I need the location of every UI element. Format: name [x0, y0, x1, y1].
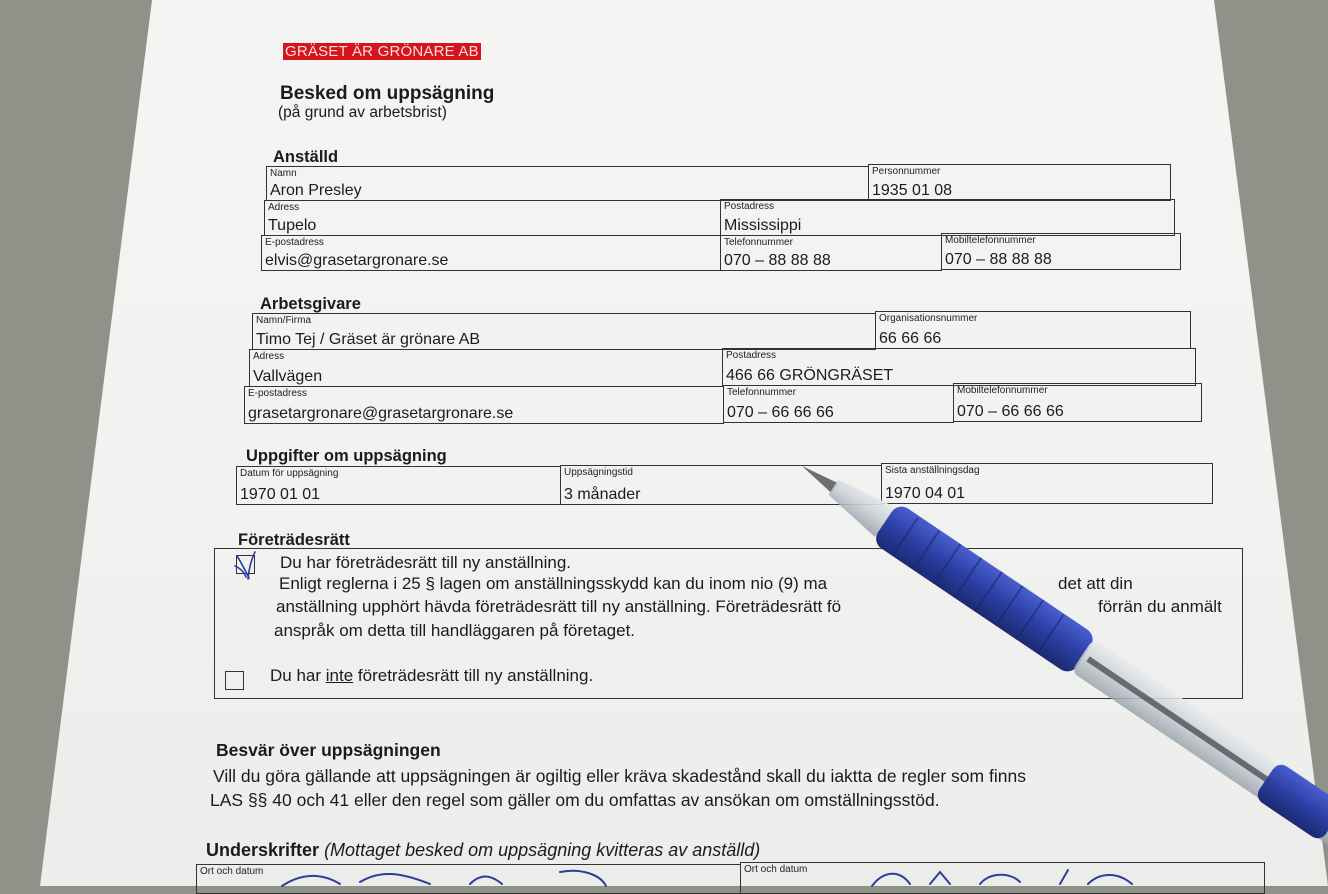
priority-yes-label: Du har företrädesrätt till ny anställning. — [280, 553, 572, 572]
priority-heading: Företrädesrätt — [238, 531, 350, 549]
field-value: 466 66 GRÖNGRÄSET — [726, 367, 894, 384]
document-subtitle: (på grund av arbetsbrist) — [278, 104, 447, 121]
field-value: Mississippi — [724, 217, 802, 234]
priority-no-label-post: företrädesrätt till ny anställning. — [353, 666, 594, 685]
field-label: Postadress — [726, 350, 777, 361]
field-value: 070 – 66 66 66 — [727, 404, 834, 421]
field-label: Mobiltelefonnummer — [945, 235, 1036, 246]
document-title: Besked om uppsägning — [280, 83, 495, 104]
appeal-heading: Besvär över uppsägningen — [216, 740, 441, 760]
employee-heading: Anställd — [273, 148, 339, 166]
field-label: Organisationsnummer — [879, 313, 978, 324]
field-value: 070 – 88 88 88 — [945, 251, 1052, 268]
field-value: grasetargronare@grasetargronare.se — [248, 405, 514, 422]
appeal-text-line1: Vill du göra gällande att uppsägningen är ogiltig eller kräva skadestånd skall du iaktta de regler som finns — [213, 766, 1026, 786]
field-value: 1970 04 01 — [885, 485, 966, 502]
field-value: 1970 01 01 — [240, 486, 321, 503]
company-name: GRÄSET ÄR GRÖNARE AB — [285, 43, 479, 60]
field-label: Namn/Firma — [256, 315, 312, 326]
field-value: Aron Presley — [270, 182, 362, 199]
field-value: 070 – 88 88 88 — [724, 252, 831, 269]
employer-heading: Arbetsgivare — [260, 295, 361, 313]
field-label: E-postadress — [265, 237, 324, 248]
field-label: Sista anställningsdag — [885, 465, 980, 476]
priority-text-line3: anspråk om detta till handläggaren på företaget. — [274, 621, 636, 640]
field-label: Datum för uppsägning — [240, 468, 339, 479]
priority-no-label-pre: Du har — [270, 666, 326, 685]
field-label: Postadress — [724, 201, 775, 212]
termination-heading: Uppgifter om uppsägning — [246, 447, 447, 465]
field-label: Ort och datum — [200, 866, 264, 877]
field-label: Mobiltelefonnummer — [957, 385, 1048, 396]
field-value: Timo Tej / Gräset är grönare AB — [256, 331, 481, 348]
priority-no-label-emphasis: inte — [325, 666, 354, 685]
field-value: 1935 01 08 — [872, 182, 953, 199]
field-value: 66 66 66 — [879, 330, 942, 347]
field-label: Ort och datum — [744, 864, 808, 875]
field-label: Namn — [270, 168, 297, 179]
signatures-note: (Mottaget besked om uppsägning kvitteras av anställd) — [324, 840, 761, 860]
field-value: 3 månader — [564, 486, 641, 503]
signatures-heading: Underskrifter — [206, 840, 320, 860]
field-value: 070 – 66 66 66 — [957, 403, 1064, 420]
priority-text-line2-tail: förrän du anmält — [1098, 597, 1222, 616]
field-value: elvis@grasetargronare.se — [265, 252, 449, 269]
field-label: Personnummer — [872, 166, 941, 177]
priority-text-line2: anställning upphört hävda företrädesrätt till ny anställning. Företrädesrätt fö — [276, 597, 842, 616]
field-value: Vallvägen — [253, 368, 323, 385]
appeal-text-line2: LAS §§ 40 och 41 eller den regel som gäller om du omfattas av ansökan om omställningsstöd. — [210, 790, 940, 810]
field-label: Telefonnummer — [724, 237, 793, 248]
priority-text-line1-tail: det att din — [1058, 574, 1133, 593]
field-label: Telefonnummer — [727, 387, 796, 398]
field-label: Adress — [253, 351, 285, 362]
priority-text-line1: Enligt reglerna i 25 § lagen om anställningsskydd kan du inom nio (9) ma — [279, 574, 828, 593]
field-label: Uppsägningstid — [564, 467, 633, 478]
field-label: Adress — [268, 202, 300, 213]
field-value: Tupelo — [268, 217, 317, 234]
field-label: E-postadress — [248, 388, 307, 399]
